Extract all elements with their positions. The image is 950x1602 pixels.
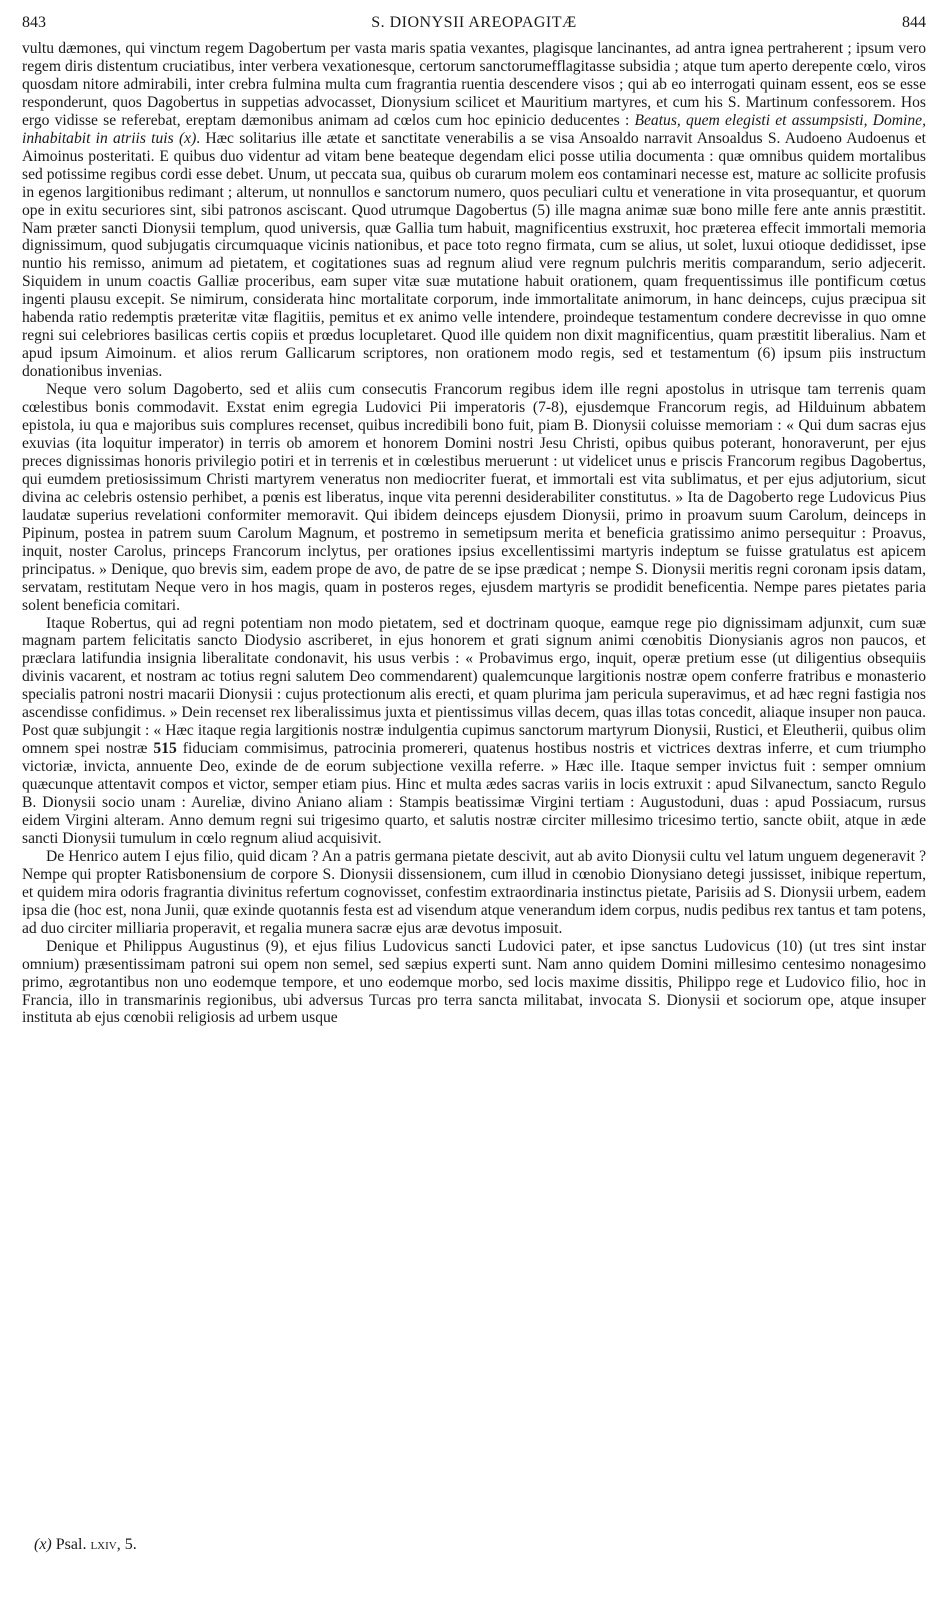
paragraph-2: Neque vero solum Dagoberto, sed et aliis cum consecutis Francorum regibus idem ille regni apostolus in utrisque tam terrenis quam cœlestibus bonis commodavit. Exstat enim egregia Ludovici Pii imperatoris (7-8), ejusdemque Francorum regis, ad Hilduinum abbatem epistola, iu qua e majoribus suis complures recenset, quibus incredibili bono fuit, piam B. Dionysii coluisse memoriam : « Qui dum sacras ejus exuvias (ita loquitur imperator) in terris ob amorem et honorem Domini nostri Jesu Christi, opibus quibus poterant, honoraverunt, per ejus preces dignissimas honoris privilegio potiri et in terrenis et in cœlestibus meruerunt : ut videlicet unus e priscis Francorum regibus Dagobertus, qui eumdem pretiosissimum Christi martyrem veneratus non mediocriter fuerat, et immortali est vita sublimatus, et per ejus adjutorium, sicut divina ac celebris ostensio perhibet, a pœnis est liberatus, inque vita perenni desiderabiliter constitutus. » Ita de Dagoberto rege Ludovicus Pius laudatæ superius revelationi conformiter memoravit. Qui ibidem deinceps ejusdem Dionysii, primo in proavum suum Carolum, deinceps in Pipinum, postea in patrem suum Carolum Magnum, et postremo in semetipsum merita et beneficia gratissimo animo persequitur : Proavus, inquit, noster Carolus, princeps Francorum inclytus, per orationes ipsius excellentissimi martyris indeptum se fuisse gratulatus est apicem principatus. » Denique, quo brevis sim, eadem prope de avo, de patre de se ipse prædicat ; nempe S. Dionysii meritis regni coronam ipsis datam, servatam, restitutam Neque vero in hos magis, quam in posteros reges, ejusdem martyris se prodidit beneficentia. Nempe pares pietates paria solent beneficia comitari. <box>22 381 926 614</box>
paragraph-1-text: vultu dæmones, qui vinctum regem Dagobertum per vasta maris spatia vexantes, plagisque lancinantes, ad antra ignea pertraherent ; ipsum vero regem diris distentum cruciatibus, inter verbera vexationesque, certorum sanctorumefflagitasse subsidia ; atque tum aperto derepente cœlo, viros quosdam nitore admirabili, inter crebra fulmina multa cum fragrantia ruentia descendere visos ; qui ab eo interrogati quinam essent, eos se esse responderunt, quos Dagobertus in suppetias advocasset, Dionysium scilicet et Mauritium martyres, et cum his S. Martinum confessorem. Hos ergo vidisse se referebat, ereptam dæmonibus animam ad cœlos cum hoc epinicio deducentes : <box>22 40 926 129</box>
main-text <box>22 40 926 1027</box>
footnote-psalm-number: lxiv <box>90 1536 117 1553</box>
paragraph-3-part-a: Itaque Robertus, qui ad regni potentiam non modo pietatem, sed et doctrinam quoque, eamque rege pio dignissimam adjunxit, cum suæ magnam partem felicitatis sancto Diodysio ascriberet, in ejus honorem et grati signum animi cœnobitis Dionysianis agros non paucos, et præclara latifundia insignia liberalitate condonavit, his usus verbis : « Probavimus ergo, inquit, operæ pretium esse (ut diligentius obsequiis divinis vacarent, et nostram ac totius regni salutem Deo commendarent) qualemcunque largitionis nostræ opem conferre fratribus e monasterio specialis patroni nostri macarii Dionysii : cujus protectionum alis erecti, et quam plurima jam pericula superavimus, et ad hæc regni fastigia nos ascendisse confidimus. » Dein recenset rex liberalissimus juxta et pientissimus villas decem, quas illas totas concedit, aliaque insuper non pauca. Post quæ subjungit : « Hæc itaque regia largitionis nostræ indulgentia cupimus sanctorum martyrum Dionysii, Rustici, et Eleutherii, quibus olim omnem spei nostræ <box>22 614 926 758</box>
page-number-left: 843 <box>22 14 46 31</box>
paragraph-4: De Henrico autem I ejus filio, quid dicam ? An a patris germana pietate descivit, aut ab avito Dionysii cultu vel latum unguem degeneravit ? Nempe qui propter Ratisbonensium de corpore S. Dionysii dissensionem, cum illud in cœnobio Dionysiano detegi jussisset, inibique repertum, et quidem mira odoris fragrantia divinitus refertum cognovisset, confestim extraordinaria instinctus pietate, Parisiis ad S. Dionysii urbem, eadem ipsa die (hoc est, nona Junii, quæ exinde quotannis festa est ad visendum atque venerandum idem corpus, nudis pedibus rex tantus et tam potens, ad duo circiter milliaria properavit, et regalia munera sacræ ejus aræ devotus imposuit. <box>22 847 926 937</box>
paragraph-3 <box>22 615 926 848</box>
footnote <box>34 1536 137 1554</box>
footnote-verse: , 5. <box>116 1536 137 1553</box>
psalm-quote: Beatus, quem elegisti et assumpsisti, Domine, inhabitabit in atriis tuis <box>22 111 926 147</box>
paragraph-1-rest: . Hæc solitarius ille ætate et sanctitate venerabilis a se visa Ansoaldo narravit Ansoaldus S. Audoeno Audoenus et Aimoinus posteritati. E quibus duo videntur ad vitam bene beateque degendam elici posse utilia documenta : quæ omnibus quidem mortalibus sed potissime regibus cordi esse debet. Unum, ut peccata sua, quibus ob curarum molem eos contaminari necesse est, mature ac sollicite profusis in egenos largitionibus redimant ; alterum, ut nonnullos e sanctorum numero, quos peculiari cultu et veneratione in vita prosequantur, et quorum ope in exitu securiores sint, sibi patronos asciscant. Quod utrumque Dagobertus (5) ille magna animæ suæ bono mille fere ante annis præstitit. Nam præter sancti Dionysii templum, quod universis, quæ Gallia tum habuit, magnificentius exstruxit, hoc præterea effecit immortali memoria dignissimum, quod subjugatis circumquaque vicinis nationibus, et pace toto regno firmata, cum se alius, ut solet, luxui otioque dedidisset, ipse nuntio his remisso, animum ad pietatem, et cogitationes suas ad regnum aliud vere regnum pulchris meritis comparandum, serio adjecerit. Siquidem in unum coactis Galliæ proceribus, eam super vitæ suæ mutatione habuit orationem, quam frequentissimus ille pontificum cœtus ingenti plausu excepit. Se nimirum, considerata hinc mortalitate corporum, inde immortalitate animorum, in hanc deinceps, cujus præcipua sit habenda ratio redemptis præteritæ vitæ flagitiis, pemitus et ex animo velle intendere, proindeque testamentum condere decrevisse in quo omne regni sui celebriores basilicas certis copiis et prœdus locupletaret. Quod ille quidem non dixit magnificentius, quam præstitit liberalius. Nam et apud ipsum Aimoinum. et alios rerum Gallicarum scriptores, non orationem modo regis, sed et testamentum (6) ipsum piis instructum donationibus invenias. <box>22 129 927 381</box>
page-number-right: 844 <box>901 14 926 31</box>
footnote-mark: (x) <box>34 1536 52 1553</box>
paragraph-3-part-b: fiduciam commisimus, patrocinia promereri, quatenus hostibus nostris et victrices dextras inferre, et cum triumpho victoriæ, invicta, annuente Deo, exinde de de eorum subjectione vexilla referre. » Hæc ille. Itaque semper invictus fuit : semper omnium quæcunque attentavit compos et victor, semper etiam pius. Hinc et multa ædes sacras variis in locis extruxit : apud Silvanectum, sancto Regulo B. Dionysii socio unam : Aureliæ, divino Aniano aliam : Stampis beatissimæ Virgini tertiam : Augustoduni, duas : apud Possiacum, rursus eidem Virgini alteram. Anno demum regni sui trigesimo quarto, et salutis nostræ circiter millesimo tricesimo tertio, sancte obiit, atque in æde sancti Dionysii tumulum in cœlo regnum aliud acquisivit. <box>22 740 927 847</box>
paragraph-1 <box>22 40 926 381</box>
margin-column-number: 515 <box>153 740 177 758</box>
footnote-ref-x: (x) <box>178 129 197 147</box>
paragraph-5: Denique et Philippus Augustinus (9), et ejus filius Ludovicus sancti Ludovici pater, et ipse sanctus Ludovicus (10) (ut tres sint instar omnium) præsentissimam patroni sui opem non semel, sed sæpius experti sunt. Nam anno quidem Domini millesimo centesimo nonagesimo primo, ægrotantibus non uno eodemque tempore, et uno eodemque morbo, sed locis maxime dissitis, Philippo rege et Ludovico filio, hoc in Francia, illo in transmarinis regionibus, ubi adversus Turcas pro terra sancta militabat, invocata S. Dionysii et sociorum ope, atque insuper instituta ab ejus cœnobii religiosis ad urbem usque <box>22 937 926 1027</box>
page <box>22 14 926 1027</box>
footnote-text: Psal. <box>55 1536 87 1553</box>
running-header <box>22 14 926 36</box>
running-title: S. DIONYSII AREOPAGITÆ <box>371 14 577 31</box>
